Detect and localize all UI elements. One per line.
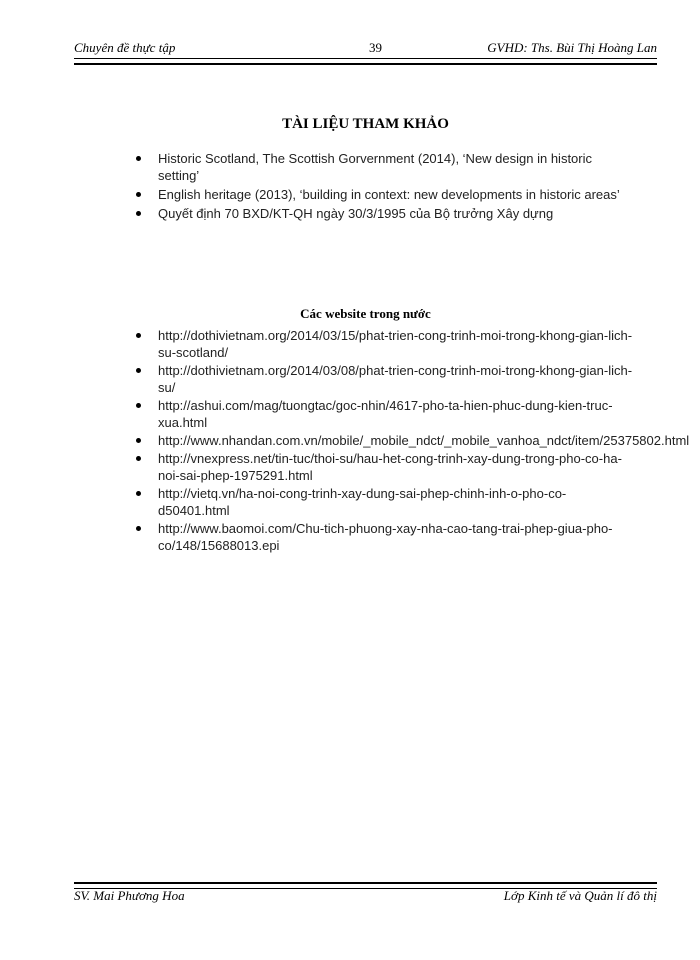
list-item [136, 186, 636, 203]
reference-text: English heritage (2013), ‘building in context: new developments in historic areas’ [158, 187, 620, 202]
bullet-icon [136, 333, 141, 338]
page-title: TÀI LIỆU THAM KHẢO [282, 116, 449, 132]
website-link[interactable]: http://vietq.vn/ha-noi-cong-trinh-xay-dung-sai-phep-chinh-inh-o-pho-co-d50401.html [158, 486, 567, 518]
reference-text: Quyết định 70 BXD/KT-QH ngày 30/3/1995 của Bộ trưởng Xây dựng [158, 206, 554, 221]
bullet-icon [136, 491, 141, 496]
website-list [136, 327, 690, 555]
list-item [136, 485, 636, 519]
bullet-icon [136, 211, 141, 216]
list-item [136, 205, 636, 222]
website-link[interactable]: http://dothivietnam.org/2014/03/15/phat-trien-cong-trinh-moi-trong-khong-gian-lich-su-scotland/ [158, 328, 633, 360]
header-supervisor: GVHD: Ths. Bùi Thị Hoàng Lan [487, 40, 657, 55]
list-item [136, 450, 636, 484]
header-course-title: Chuyên đề thực tập [74, 40, 176, 55]
website-link[interactable]: http://dothivietnam.org/2014/03/08/phat-trien-cong-trinh-moi-trong-khong-gian-lich-su/ [158, 363, 633, 395]
websites-heading: Các website trong nước [300, 306, 431, 321]
website-link[interactable]: http://www.nhandan.com.vn/mobile/_mobile_ndct/_mobile_vanhoa_ndct/item/25375802.html [158, 433, 690, 448]
list-item [136, 327, 636, 361]
bullet-icon [136, 526, 141, 531]
bullet-icon [136, 368, 141, 373]
footer-student-name: SV. Mai Phương Hoa [74, 888, 185, 903]
list-item [136, 432, 690, 449]
list-item [136, 150, 636, 184]
website-link[interactable]: http://www.baomoi.com/Chu-tich-phuong-xay-nha-cao-tang-trai-phep-giua-pho-co/148/15688013.epi [158, 521, 613, 553]
footer-class-name: Lớp Kinh tế và Quản lí đô thị [503, 888, 657, 903]
website-link[interactable]: http://vnexpress.net/tin-tuc/thoi-su/hau-het-cong-trinh-xay-dung-trong-pho-co-ha-noi-sai-phep-1975291.html [158, 451, 622, 483]
header-divider [74, 58, 657, 65]
reference-list [136, 150, 636, 224]
list-item [136, 362, 636, 396]
page-number: 39 [369, 40, 382, 55]
list-item [136, 397, 636, 431]
page-header [74, 40, 657, 60]
bullet-icon [136, 456, 141, 461]
bullet-icon [136, 438, 141, 443]
website-link[interactable]: http://ashui.com/mag/tuongtac/goc-nhin/4617-pho-ta-hien-phuc-dung-kien-truc-xua.html [158, 398, 613, 430]
page-footer [74, 888, 657, 908]
bullet-icon [136, 156, 141, 161]
list-item [136, 520, 636, 554]
bullet-icon [136, 403, 141, 408]
reference-text: Historic Scotland, The Scottish Gorvernment (2014), ‘New design in historic setting’ [158, 151, 593, 183]
bullet-icon [136, 192, 141, 197]
